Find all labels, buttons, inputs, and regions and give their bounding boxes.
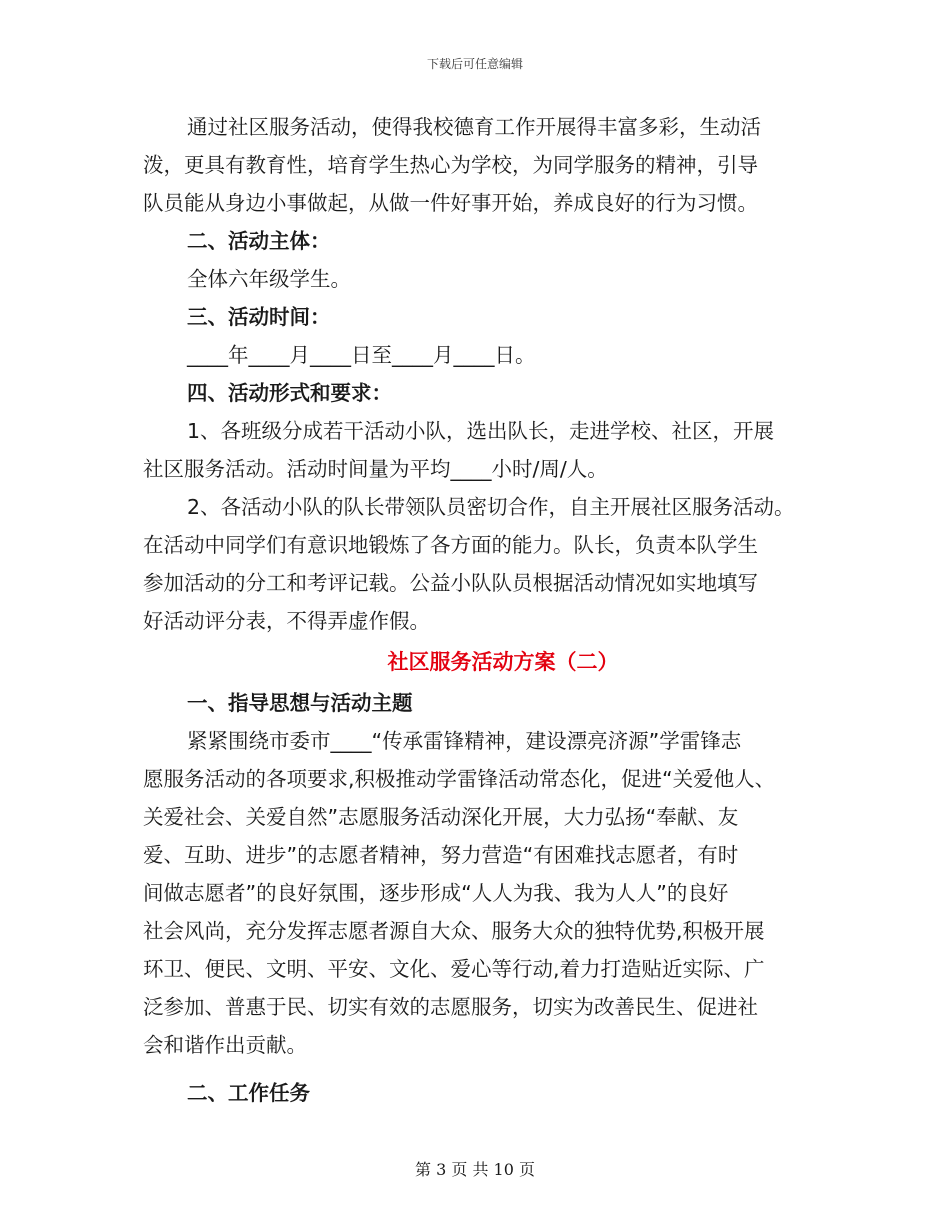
paragraph-line: 泛参加、普惠于民、切实有效的志愿服务，切实为改善民生、促进社 xyxy=(143,995,758,1019)
item-2-line: 在活动中同学们有意识地锻炼了各方面的能力。队长，负责本队学生 xyxy=(143,533,758,557)
paragraph-line: 紧紧围绕市委市____“传承雷锋精神，建设漂亮济源”学雷锋志 xyxy=(187,729,742,753)
section-heading-tasks: 二、工作任务 xyxy=(187,1081,310,1105)
item-2-line: 好活动评分表，不得弄虚作假。 xyxy=(143,609,430,633)
paragraph-line: 爱、互助、进步”的志愿者精神，努力营造“有困难找志愿者，有时 xyxy=(143,843,739,867)
spacer xyxy=(143,1064,843,1074)
paragraph-line: 社会风尚，充分发挥志愿者源自大众、服务大众的独特优势,积极开展 xyxy=(143,919,765,943)
section-heading-guiding: 一、指导思想与活动主题 xyxy=(187,691,413,715)
subject-text: 全体六年级学生。 xyxy=(187,267,351,291)
paragraph-line: 通过社区服务活动，使得我校德育工作开展得丰富多彩，生动活 xyxy=(187,115,761,139)
paragraph-line: 关爱社会、关爱自然”志愿服务活动深化开展，大力弘扬“奉献、友 xyxy=(143,805,739,829)
paragraph-line: 间做志愿者”的良好氛围，逐步形成“人人为我、我为人人”的良好 xyxy=(143,881,729,905)
document-body xyxy=(143,108,843,1112)
time-fill-line: ____年____月____日至____月____日。 xyxy=(187,343,536,367)
paragraph-line: 会和谐作出贡献。 xyxy=(143,1033,307,1057)
section-heading-form: 四、活动形式和要求： xyxy=(187,381,392,405)
page-number: 第 3 页 共 10 页 xyxy=(415,1160,535,1179)
header-note: 下载后可任意编辑 xyxy=(426,57,523,71)
paragraph-line: 队员能从身边小事做起，从做一件好事开始，养成良好的行为习惯。 xyxy=(143,191,758,215)
paragraph-line: 环卫、便民、文明、平安、文化、爱心等行动,着力打造贴近实际、广 xyxy=(143,957,765,981)
paragraph-line: 愿服务活动的各项要求,积极推动学雷锋活动常态化，促进“关爱他人、 xyxy=(143,767,776,791)
item-2-line: 参加活动的分工和考评记载。公益小队队员根据活动情况如实地填写 xyxy=(143,571,758,595)
section-heading-subject: 二、活动主体： xyxy=(187,229,331,253)
document-section-title: 社区服务活动方案（二） xyxy=(387,650,619,674)
item-1-line: 社区服务活动。活动时间量为平均____小时/周/人。 xyxy=(143,457,608,481)
paragraph-line: 泼，更具有教育性，培育学生热心为学校，为同学服务的精神，引导 xyxy=(143,153,758,177)
section-heading-time: 三、活动时间： xyxy=(187,305,331,329)
item-1-line: 1、各班级分成若干活动小队，选出队长，走进学校、社区，开展 xyxy=(187,419,775,443)
item-2-line: 2、各活动小队的队长带领队员密切合作，自主开展社区服务活动。 xyxy=(187,495,795,519)
